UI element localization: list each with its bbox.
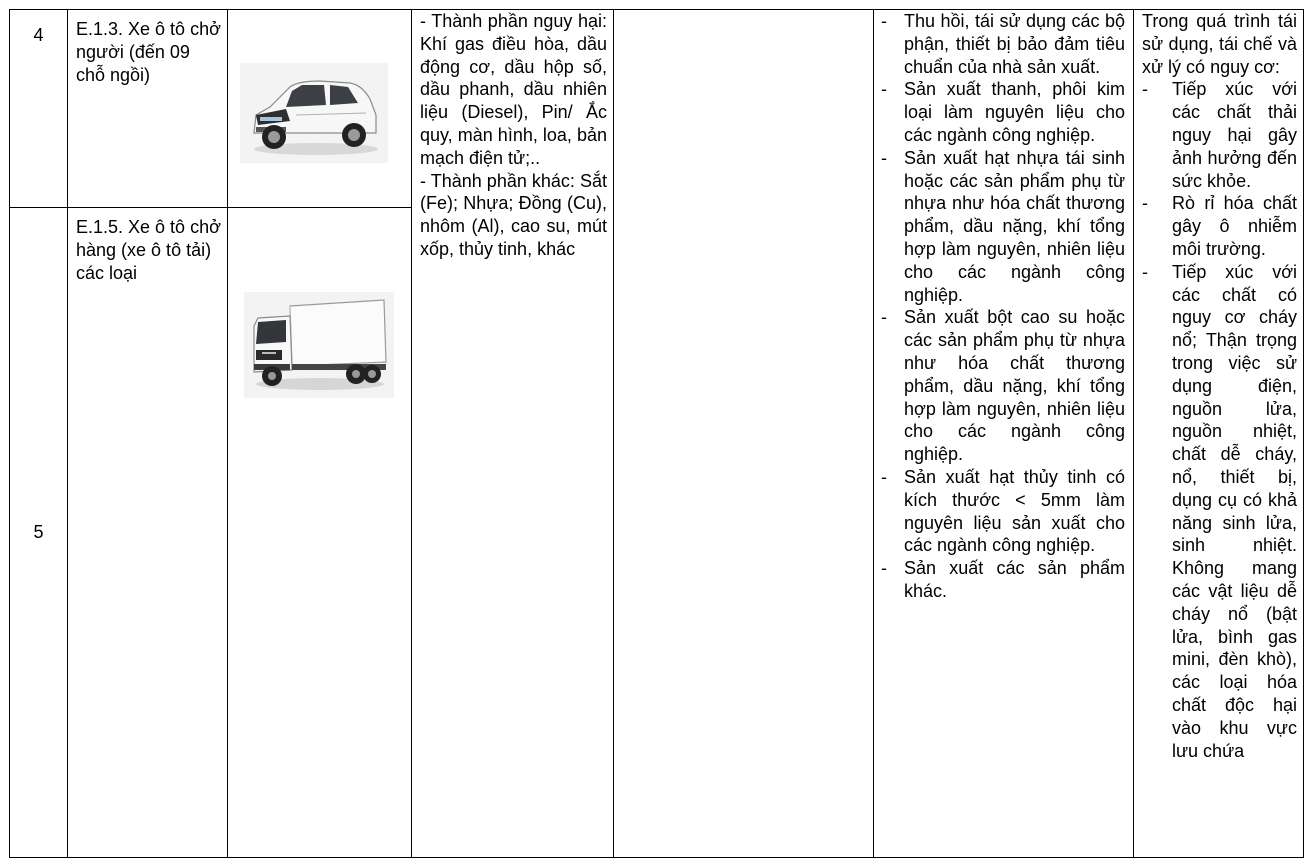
other-components: - Thành phần khác: Sắt (Fe); Nhựa; Đồng (Cu), nhôm (Al), cao su, mút xốp, thủy tinh, khác	[420, 170, 607, 259]
risk-intro: Trong quá trình tái sử dụng, tái chế và xử lý có nguy cơ:	[1142, 11, 1297, 77]
vehicle-name: E.1.5. Xe ô tô chở hàng (xe ô tô tải) các loại	[76, 217, 221, 283]
list-item: - Rò rỉ hóa chất gây ô nhiễm môi trường.	[1138, 192, 1297, 260]
stt-cell	[10, 208, 68, 858]
hazardous-components: - Thành phần nguy hại: Khí gas điều hòa, dầu động cơ, dầu hộp số, dầu phanh, dầu nhiên liệu (Diesel), Pin/ Ắc quy, màn hình, loa, bản mạch điện tử;..	[420, 11, 607, 168]
suv-photo	[240, 63, 388, 163]
vehicle-name-cell	[68, 208, 228, 858]
document-table	[9, 9, 1304, 858]
stt-cell	[10, 10, 68, 208]
risk-cell	[1134, 10, 1304, 858]
list-item: - Sản xuất các sản phẩm khác.	[874, 557, 1125, 603]
image-cell	[228, 10, 412, 208]
list-item: - Sản xuất thanh, phôi kim loại làm nguyên liệu cho các ngành công nghiệp.	[874, 78, 1125, 146]
vehicle-name: E.1.3. Xe ô tô chở người (đến 09 chỗ ngồi)	[76, 19, 221, 85]
list-item: - Sản xuất hạt thủy tinh có kích thước < 5mm làm nguyên liệu sản xuất cho các ngành công nghiệp.	[874, 466, 1125, 557]
components-cell	[412, 10, 614, 858]
empty-cell	[614, 10, 874, 858]
list-item: - Sản xuất hạt nhựa tái sinh hoặc các sản phẩm phụ từ nhựa như hóa chất thương phẩm, dầu nặng, khí tổng hợp làm nguyên, nhiên liệu cho các ngành công nghiệp.	[874, 147, 1125, 307]
list-item: - Thu hồi, tái sử dụng các bộ phận, thiết bị bảo đảm tiêu chuẩn của nhà sản xuất.	[874, 10, 1125, 78]
row-number: 4	[33, 25, 44, 45]
recovery-list	[874, 10, 1125, 603]
list-item: - Tiếp xúc với các chất thải nguy hại gây ảnh hưởng đến sức khỏe.	[1138, 78, 1297, 192]
recovery-cell	[874, 10, 1134, 858]
risk-list	[1138, 78, 1297, 762]
list-item: - Tiếp xúc với các chất có nguy cơ cháy nổ; Thận trọng trong việc sử dụng điện, nguồn lửa, nguồn nhiệt, chất dễ cháy, nổ, thiết bị, dụng cụ có khả năng sinh lửa, sinh nhiệt. Không mang các vật liệu dễ cháy nổ (bật lửa, bình gas mini, đèn khò), các loại hóa chất độc hại vào khu vực lưu chứa	[1138, 261, 1297, 763]
table-row	[10, 10, 1304, 208]
list-item: - Sản xuất bột cao su hoặc các sản phẩm phụ từ nhựa như hóa chất thương phẩm, dầu nặng, khí tổng hợp làm nguyên, nhiên liệu cho các ngành công nghiệp.	[874, 306, 1125, 466]
vehicle-name-cell	[68, 10, 228, 208]
image-cell	[228, 208, 412, 858]
row-number: 5	[33, 522, 44, 543]
truck-photo	[244, 292, 394, 398]
